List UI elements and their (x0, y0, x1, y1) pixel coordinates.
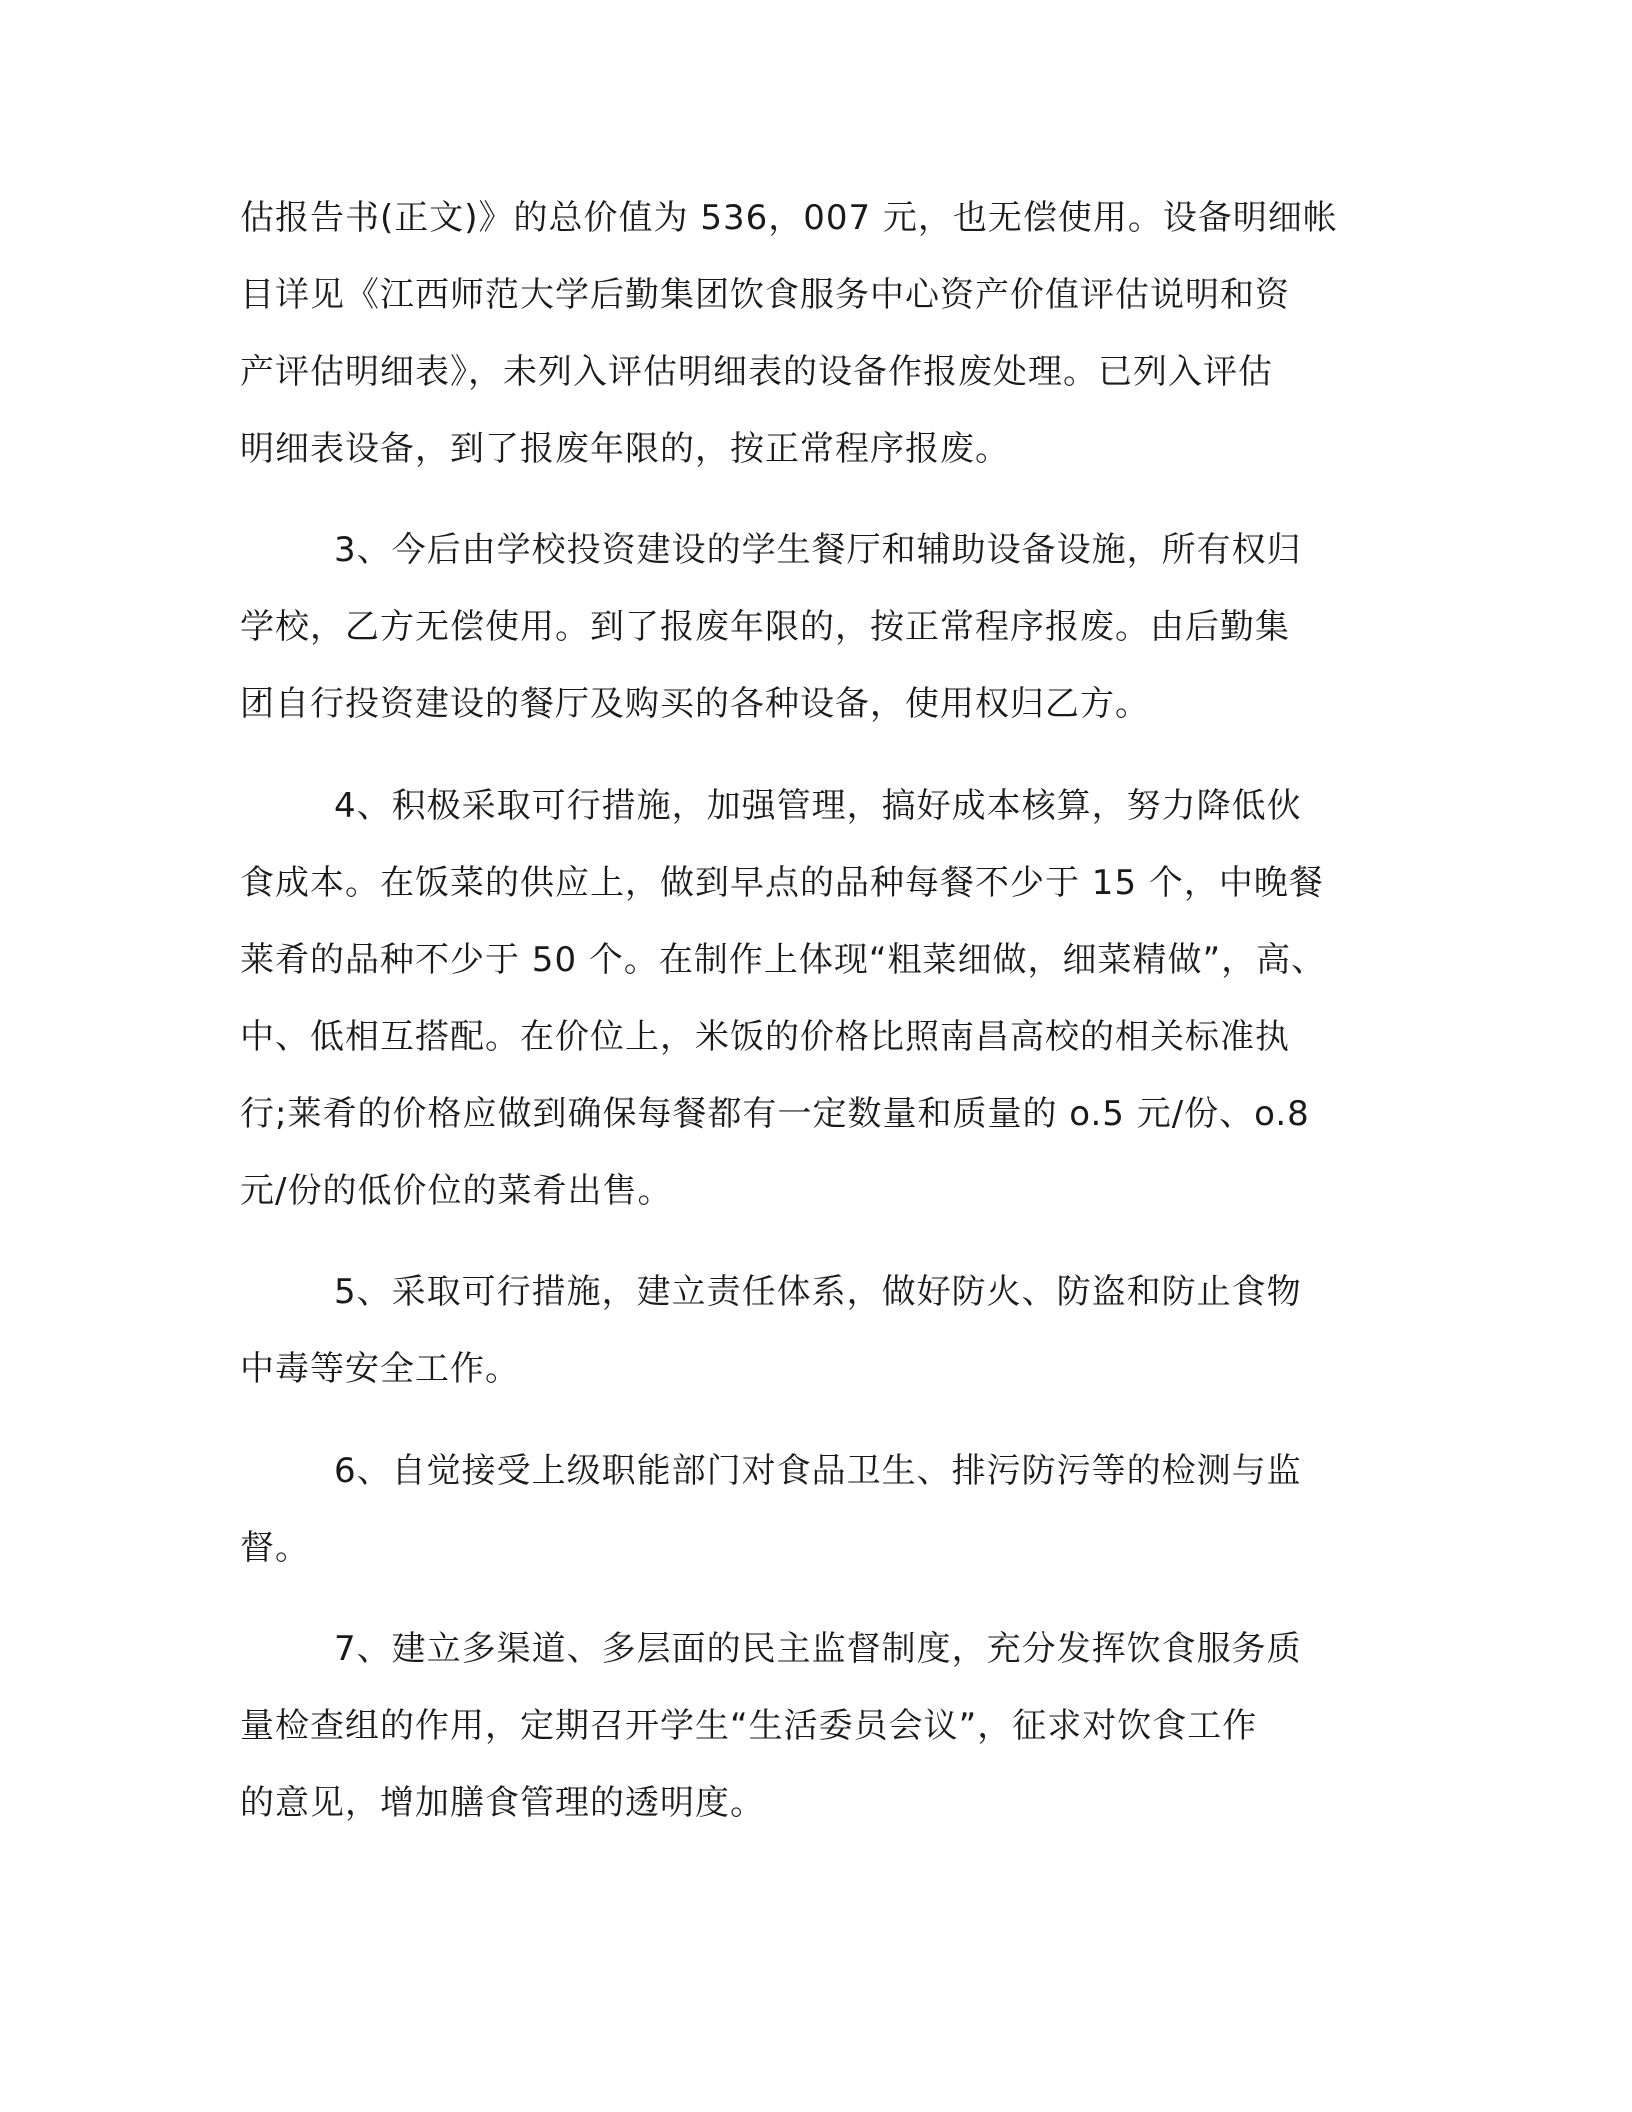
paragraph-line: 目详见《江西师范大学后勤集团饮食服务中心资产价值评估说明和资 (240, 275, 1290, 315)
paragraph-line: 中、低相互搭配。在价位上，米饭的价格比照南昌高校的相关标准执 (240, 1017, 1290, 1057)
paragraph-line: 3、今后由学校投资建设的学生餐厅和辅助设备设施，所有权归 (334, 530, 1302, 570)
paragraph-line: 学校，乙方无偿使用。到了报废年限的，按正常程序报废。由后勤集 (240, 607, 1290, 647)
paragraph-line: 明细表设备，到了报废年限的，按正常程序报废。 (240, 429, 1010, 469)
paragraph-line: 元/份的低价位的菜肴出售。 (240, 1171, 673, 1211)
paragraph-line: 行;莱肴的价格应做到确保每餐都有一定数量和质量的 o.5 元/份、o.8 (240, 1094, 1310, 1134)
paragraph-line: 团自行投资建设的餐厅及购买的各种设备，使用权归乙方。 (240, 684, 1150, 724)
paragraph-line: 量检查组的作用，定期召开学生“生活委员会议”，征求对饮食工作 (240, 1706, 1258, 1746)
paragraph-line: 5、采取可行措施，建立责任体系，做好防火、防盗和防止食物 (334, 1272, 1302, 1312)
paragraph-line: 的意见，增加膳食管理的透明度。 (240, 1783, 765, 1823)
paragraph-line: 7、建立多渠道、多层面的民主监督制度，充分发挥饮食服务质 (334, 1629, 1302, 1669)
paragraph-line: 莱肴的品种不少于 50 个。在制作上体现“粗菜细做，细菜精做”，高、 (240, 940, 1327, 980)
paragraph-line: 督。 (240, 1528, 310, 1568)
paragraph-line: 中毒等安全工作。 (240, 1349, 520, 1389)
paragraph-line: 估报告书(正文)》的总价值为 536，007 元，也无偿使用。设备明细帐 (240, 198, 1338, 238)
paragraph-line: 4、积极采取可行措施，加强管理，搞好成本核算，努力降低伙 (334, 786, 1302, 826)
paragraph-line: 6、自觉接受上级职能部门对食品卫生、排污防污等的检测与监 (334, 1451, 1302, 1491)
paragraph-line: 食成本。在饭菜的供应上，做到早点的品种每餐不少于 15 个，中晚餐 (240, 863, 1324, 903)
paragraph-line: 产评估明细表》，未列入评估明细表的设备作报废处理。已列入评估 (240, 352, 1273, 392)
